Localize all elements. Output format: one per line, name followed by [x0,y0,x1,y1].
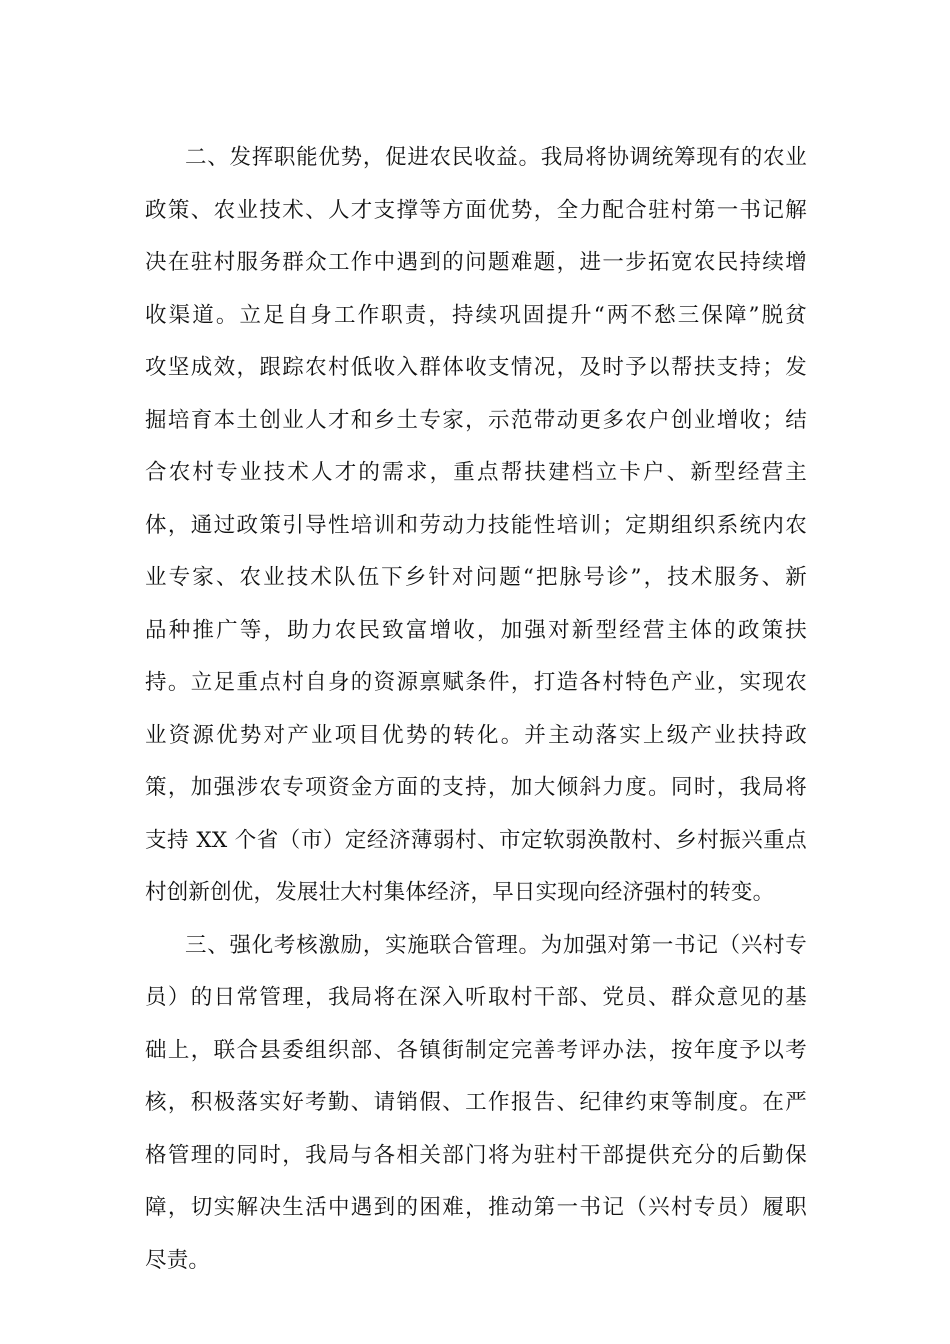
text-line: 政策、农业技术、人才支撑等方面优势，全力配合驻村第一书记解 [145,197,807,223]
text-line: 持。立足重点村自身的资源禀赋条件，打造各村特色产业，实现农 [145,670,807,695]
text-line: 收渠道。立足自身工作职责，持续巩固提升“两不愁三保障”脱贫 [145,302,807,328]
text-line: 业资源优势对产业项目优势的转化。并主动落实上级产业扶持政 [145,722,807,748]
text-line: 体，通过政策引导性培训和劳动力技能性培训；定期组织系统内农 [145,512,807,538]
text-line: 合农村专业技术人才的需求，重点帮扶建档立卡户、新型经营主 [145,460,807,485]
text-line: 决在驻村服务群众工作中遇到的问题难题，进一步拓宽农民持续增 [145,250,807,275]
text-line: 三、强化考核激励，实施联合管理。为加强对第一书记（兴村专 [185,932,807,958]
text-line: 格管理的同时，我局与各相关部门将为驻村干部提供充分的后勤保 [145,1142,807,1168]
text-line: 核，积极落实好考勤、请销假、工作报告、纪律约束等制度。在严 [145,1090,807,1115]
text-line: 础上，联合县委组织部、各镇街制定完善考评办法，按年度予以考 [145,1037,807,1063]
text-line: 障，切实解决生活中遇到的困难，推动第一书记（兴村专员）履职 [145,1195,807,1220]
text-line: 村创新创优，发展壮大村集体经济，早日实现向经济强村的转变。 [145,880,775,905]
text-line: 攻坚成效，跟踪农村低收入群体收支情况，及时予以帮扶支持；发 [145,355,807,380]
text-line: 掘培育本土创业人才和乡土专家，示范带动更多农户创业增收；结 [145,407,807,433]
document-body [145,132,807,1287]
text-line: 支持 XX 个省（市）定经济薄弱村、市定软弱涣散村、乡村振兴重点 [145,827,807,853]
text-line: 尽责。 [145,1247,211,1273]
text-line: 员）的日常管理，我局将在深入听取村干部、党员、群众意见的基 [145,985,807,1010]
paragraph-2-agricultural-income [145,132,807,920]
text-line: 业专家、农业技术队伍下乡针对问题“把脉号诊”，技术服务、新 [145,565,807,590]
text-line: 品种推广等，助力农民致富增收，加强对新型经营主体的政策扶 [145,617,807,643]
text-line: 二、发挥职能优势，促进农民收益。我局将协调统筹现有的农业 [185,145,807,170]
text-line: 策，加强涉农专项资金方面的支持，加大倾斜力度。同时，我局将 [145,775,807,800]
paragraph-3-assessment-management [145,920,807,1288]
